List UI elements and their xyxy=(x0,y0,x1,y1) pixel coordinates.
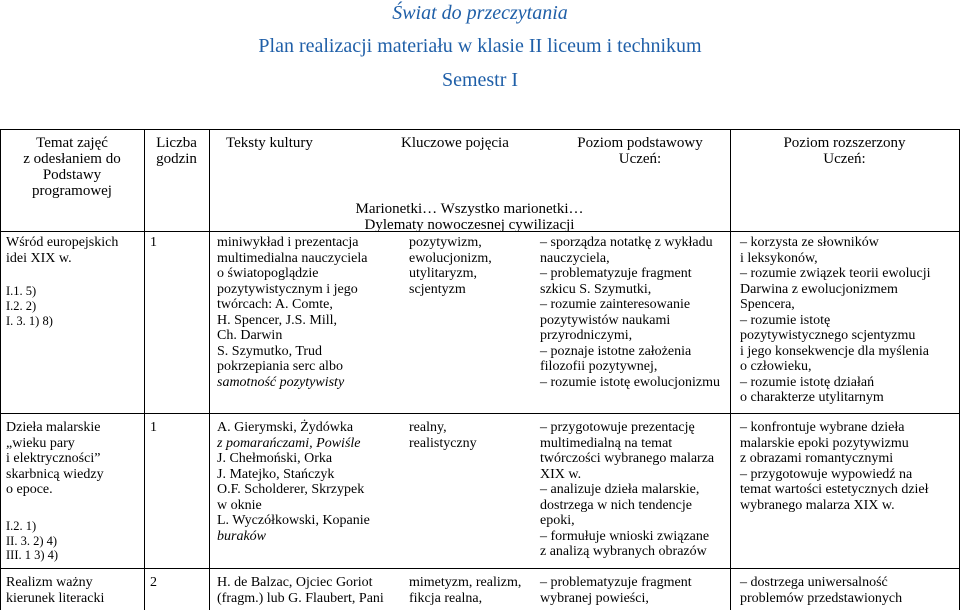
row3-hours: 2 xyxy=(150,575,157,590)
row1-texts: miniwykład i prezentacja multimedialna nauczyciela o światopoglądzie pozytywistycznym i jego twórcach: A. Comte, H. Spencer, J.S. Mill, Ch. Darwin S. Szymutko, Trud pokrzepiania serc albo samotność pozytywisty xyxy=(217,235,368,390)
row3-basic: – problematyzuje fragment wybranej powieści, xyxy=(540,575,692,606)
row3-topic: Realizm ważny kierunek literacki xyxy=(6,575,105,606)
header-texts: Teksty kultury xyxy=(226,135,313,151)
header-basic: Poziom podstawowy Uczeń: xyxy=(577,135,703,167)
row3-concepts: mimetyzm, realizm, fikcja realna, xyxy=(409,575,522,606)
row3-texts: H. de Balzac, Ojciec Goriot (fragm.) lub G. Flaubert, Pani xyxy=(217,575,384,606)
table-border-col5 xyxy=(730,129,731,610)
section-heading: Marionetki… Wszystko marionetki… Dylematy nowoczesnej cywilizacji xyxy=(355,201,584,233)
row3-extended: – dostrzega uniwersalność problemów przedstawionych xyxy=(740,575,903,606)
row1-extended: – korzysta ze słowników i leksykonów, – rozumie związek teorii ewolucji Darwina z ewolucjonizmem Spencera, – rozumie istotę pozytywistycznego scjentyzmu i jego konsekwencje dla myślenia o człowieku, – rozumie istotę działań o charakterze utylitarnym xyxy=(740,235,931,405)
header-concepts: Kluczowe pojęcia xyxy=(401,135,509,151)
semester-heading: Semestr I xyxy=(441,69,519,91)
row1-topic: Wśród europejskich idei XIX w. xyxy=(6,235,119,266)
row1-refs: I.1. 5) I.2. 2) I. 3. 1) 8) xyxy=(6,284,53,328)
row1-basic: – sporządza notatkę z wykładu nauczyciela, – problematyzuje fragment szkicu S. Szymutki, – rozumie zainteresowanie pozytywistów naukami przyrodniczymi, – poznaje istotne założenia filozofii pozytywnej, – rozumie istotę ewolucjonizmu xyxy=(540,235,721,390)
table-border-col1 xyxy=(144,129,145,610)
row2-extended: – konfrontuje wybrane dzieła malarskie epoki pozytywizmu z obrazami romantycznymi – przygotowuje wypowiedź na temat wartości estetycznych dzieł wybranego malarza XIX w. xyxy=(740,420,929,513)
row2-hours: 1 xyxy=(150,420,157,435)
header-hours: Liczba godzin xyxy=(156,135,197,167)
row2-concepts: realny, realistyczny xyxy=(409,420,477,451)
row2-basic: – przygotowuje prezentację multimedialną na temat twórczości wybranego malarza XIX w. – analizuje dzieła malarskie, dostrzega w nich tendencje epoki, – formułuje wnioski związane z analizą wybranych obrazów xyxy=(540,420,715,559)
row2-refs: I.2. 1) II. 3. 2) 4) III. 1 3) 4) xyxy=(6,519,59,562)
row1-concepts: pozytywizm, ewolucjonizm, utylitaryzm, scjentyzm xyxy=(409,235,492,297)
row2-topic: Dzieła malarskie „wieku pary i elektryczności” skarbnicą wiedzy o epoce. xyxy=(6,420,104,497)
document-title: Świat do przeczytania xyxy=(392,2,568,24)
header-topic: Temat zajęć z odesłaniem do Podstawy programowej xyxy=(23,135,121,199)
row-border-2 xyxy=(0,413,960,414)
row-border-3 xyxy=(0,568,960,569)
header-extended: Poziom rozszerzony Uczeń: xyxy=(783,135,906,167)
row2-texts: A. Gierymski, Żydówka z pomarańczami, Powiśle J. Chełmoński, Orka J. Matejko, Stańczyk O.F. Scholderer, Skrzypek w oknie L. Wyczółkowski, Kopanie buraków xyxy=(217,420,370,544)
document-subtitle: Plan realizacji materiału w klasie II liceum i technikum xyxy=(258,35,702,57)
plan-table xyxy=(0,129,960,610)
table-border-left xyxy=(0,129,1,610)
row1-hours: 1 xyxy=(150,235,157,250)
